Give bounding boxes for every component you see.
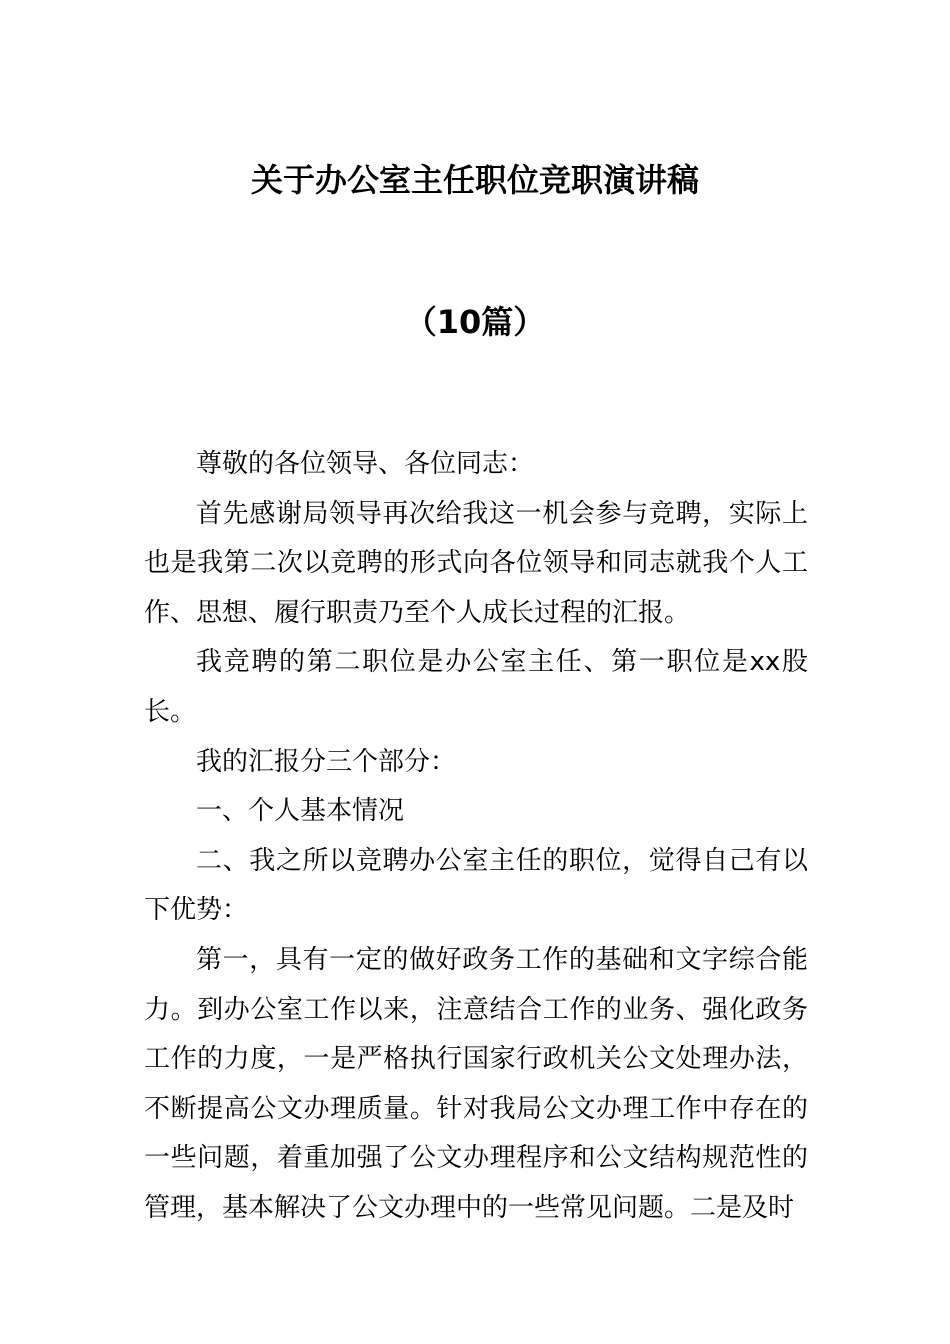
paragraph-salutation: 尊敬的各位领导、各位同志： xyxy=(196,449,535,479)
document-title: 关于办公室主任职位竞职演讲稿 xyxy=(250,161,699,199)
paragraph-section-two: 二、我之所以竞聘办公室主任的职位，觉得自己有以下优势： xyxy=(144,845,808,926)
paragraph-opening: 首先感谢局领导再次给我这一机会参与竞聘，实际上也是我第二次以竞聘的形式向各位领导和同志就我个人工作、思想、履行职责乃至个人成长过程的汇报。 xyxy=(144,498,808,628)
document-body xyxy=(144,440,808,1234)
paragraph-section-one: 一、个人基本情况 xyxy=(196,796,405,827)
paragraph-advantage-one: 第一，具有一定的做好政务工作的基础和文字综合能力。到办公室工作以来，注意结合工作的业务、强化政务工作的力度，一是严格执行国家行政机关公文处理办法，不断提高公文办理质量。针对我局公文办理工作中存在的一些问题，着重加强了公文办理程序和公文结构规范性的管理，基本解决了公文办理中的一些常见问题。二是及时 xyxy=(144,944,808,1223)
document-subtitle: （10篇） xyxy=(404,303,546,341)
paragraph-positions: 我竞聘的第二职位是办公室主任、第一职位是xx股长。 xyxy=(144,647,808,727)
paragraph-report-outline: 我的汇报分三个部分： xyxy=(196,746,457,777)
